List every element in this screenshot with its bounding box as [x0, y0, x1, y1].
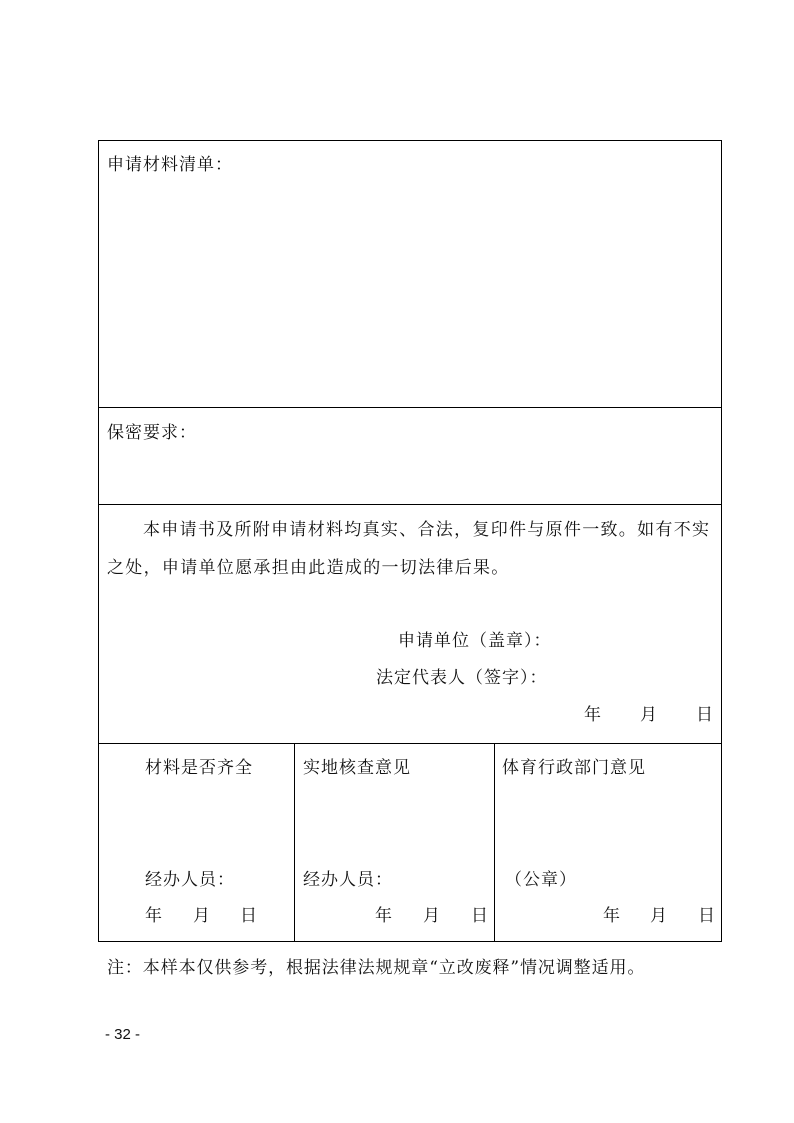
date-month: 月 [650, 906, 667, 926]
declaration-line-1: 本申请书及所附申请材料均真实、合法，复印件与原件一致。如有不实 [143, 520, 711, 540]
date-month: 月 [193, 906, 210, 926]
date-day: 日 [471, 906, 488, 926]
confidentiality-label: 保密要求： [107, 423, 197, 443]
date-day: 日 [698, 906, 715, 926]
row-divider-declaration [98, 743, 722, 744]
date-year: 年 [603, 906, 620, 926]
row-divider-materials [98, 407, 722, 408]
col-sports-admin-opinion-title: 体育行政部门意见 [502, 758, 646, 778]
row-divider-confidentiality [98, 504, 722, 505]
column-divider-1 [294, 743, 295, 942]
col-site-inspection-title: 实地核查意见 [303, 758, 411, 778]
date-day: 日 [696, 705, 713, 725]
col2-handler-label: 经办人员： [303, 870, 393, 890]
date-year: 年 [145, 906, 162, 926]
form-table [98, 140, 722, 942]
declaration-line-2: 之处，申请单位愿承担由此造成的一切法律后果。 [107, 558, 510, 578]
date-month: 月 [423, 906, 440, 926]
legal-rep-signature-label: 法定代表人（签字）： [376, 668, 548, 688]
col-materials-complete-title: 材料是否齐全 [145, 758, 253, 778]
official-seal-label: （公章） [505, 870, 577, 890]
footnote: 注：本样本仅供参考，根据法律法规规章“立改废释”情况调整适用。 [107, 958, 646, 978]
date-year: 年 [375, 906, 392, 926]
applicant-seal-label: 申请单位（盖章）： [398, 631, 552, 651]
materials-list-label: 申请材料清单： [107, 155, 233, 175]
column-divider-2 [494, 743, 495, 942]
date-day: 日 [240, 906, 257, 926]
page-number: - 32 - [105, 1026, 141, 1043]
date-year: 年 [584, 705, 601, 725]
col1-handler-label: 经办人员： [145, 870, 235, 890]
date-month: 月 [640, 705, 657, 725]
